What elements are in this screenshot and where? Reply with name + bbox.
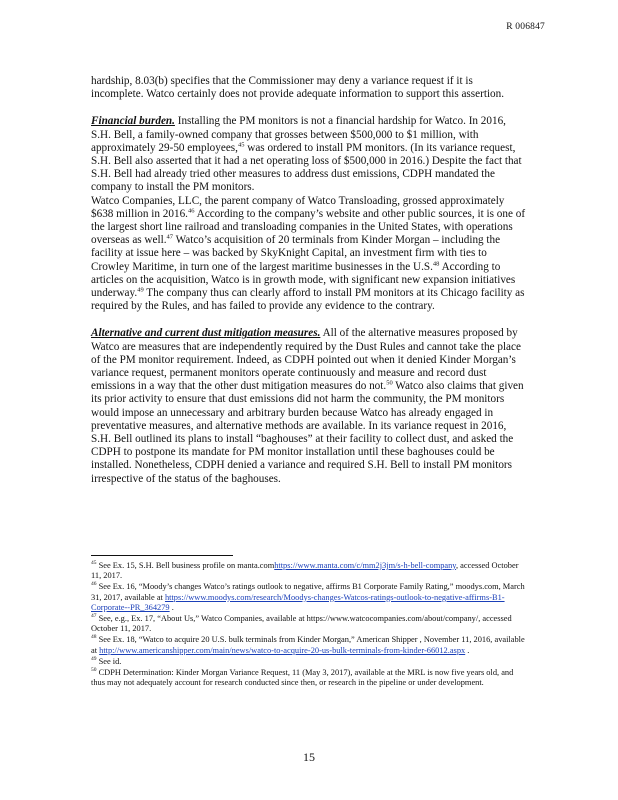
footnote-divider [91,555,233,556]
footnote-ref-48[interactable]: 48 [432,259,440,267]
document-body [91,75,527,486]
footnotes [91,561,527,689]
footnote-number: 48 [91,634,97,641]
text-run: Watco’s acquisition of 20 terminals from Kinder Morgan – including the facility at issue here – was backed by SkyKnight Capital, an investment firm with ties to Crowley Maritime, in turn one of the largest maritime businesses in the U.S. [91,234,501,273]
page-number: 15 [303,750,315,764]
paragraph-hardship: hardship, 8.03(b) specifies that the Commissioner may deny a variance request if it is incomplete. Watco certainly does not provide adequate information to support this assertion. [91,75,505,101]
heading-alternative-measures: Alternative and current dust mitigation measures. [91,327,321,340]
footnote-ref-49[interactable]: 49 [137,286,144,294]
text-run: According to articles on the acquisition, Watco is in growth mode, with significant new expansion initiatives underway. [91,260,516,300]
footnote-link[interactable]: https://www.moodys.com/research/Moodys-changes-Watcos-ratings-outlook-to-negative-affirms-B1-Corporate--PR_364279 [91,592,505,613]
footnote-47 [91,614,527,635]
footnote-number: 50 [91,666,97,673]
footnote-46 [91,582,527,613]
footnote-number: 49 [91,655,97,662]
text-run: All of the alternative measures proposed by Watco are measures that are independently required by the Dust Rules and cannot take the place of the PM monitor requirement. Indeed, as CDPH pointed out when it denied Kinder Morgan’s variance request, permanent monitors operate continuously and measure and record dust emissions in a way that the other dust mitigation measures do not. [91,327,521,393]
footnote-text: . [465,645,470,655]
footnote-50 [91,668,527,689]
paragraph-alternative-measures [91,327,527,485]
footnote-49 [91,657,527,667]
footnote-text: See Ex. 16, “Moody’s changes Watco’s ratings outlook to negative, affirms B1 Corporate Family Rating,” moodys.com, March 31, 2017, available at [91,582,525,602]
footnote-text: , accessed October 11, 2017. [91,614,512,634]
footnote-ref-45[interactable]: 45 [237,141,245,149]
text-run: The company thus can clearly afford to install PM monitors at its Chicago facility as required by the Rules, and has failed to provide any evidence to the contrary. [91,287,525,313]
footnote-link[interactable]: http://www.americanshipper.com/main/news/watco-to-acquire-20-us-bulk-terminals-from-kinder-66012.aspx [99,645,466,655]
heading-financial-burden: Financial burden. [91,115,175,128]
footnote-link[interactable]: https://www.watcocompanies.com/about/company/ [306,614,479,624]
footnote-text: See Ex. 18, “Watco to acquire 20 U.S. bulk terminals from Kinder Morgan,” American Shipper , November 11, 2016, available at [91,635,525,655]
text-run: was ordered to install PM monitors. (In its variance request, S.H. Bell also asserted that it had a net operating loss of $500,000 in 2016.) Despite the fact that S.H. Bell had already tried other measures to address dust emissions, CDPH mandated the company to install the PM monitors. [91,141,522,194]
footnote-link[interactable]: https://www.manta.com/c/mm2j3jm/s-h-bell-company [274,561,456,570]
footnote-ref-47[interactable]: 47 [166,233,173,241]
paragraph-financial-burden [91,115,527,194]
footnote-ref-50[interactable]: 50 [386,379,393,387]
paragraph-watco-finances [91,195,527,314]
footnote-text: See, e.g., Ex. 17, “About Us,” Watco Companies, available at [98,614,307,624]
text-run: Watco Companies, LLC, the parent company of Watco Transloading, grossed approximately $638 million in 2016. [91,194,505,220]
text-run: Installing the PM monitors is not a financial hardship for Watco. In 2016, S.H. Bell, a family-owned company that grosses between $500,000 to $1 million, with approximately 29-50 employees, [91,115,506,154]
footnote-ref-46[interactable]: 46 [187,207,195,215]
footnote-number: 47 [91,613,97,620]
text-run: According to the company’s website and other public sources, it is one of the largest short line railroad and transloading companies in the United States, with operations overseas as well. [91,207,526,247]
footnote-text: CDPH Determination: Kinder Morgan Variance Request, 11 (May 3, 2017), available at the MRL is now five years old, and thus may not adequately account for research conducted since then, or research in the pipeline or under development. [91,667,514,687]
footnote-number: 45 [91,560,97,567]
footnote-text: , accessed October 11, 2017. [91,561,519,581]
footnote-text: See id. [98,656,122,666]
text-run: Watco also claims that given its prior activity to ensure that dust emissions did not harm the community, the PM monitors would impose an unnecessary and arbitrary burden because Watco has already engaged in preventative measures, and alternative methods are available. In its variance request in 2016, S.H. Bell outlined its plans to install “baghouses” at their facility to collect dust, and asked the CDPH to postpone its mandate for PM monitor installation until these baghouses could be installed. Nonetheless, CDPH denied a variance and required S.H. Bell to install PM monitors irrespective of the status of the baghouses. [91,380,524,485]
footnote-45 [91,561,527,582]
footnote-text: See Ex. 15, S.H. Bell business profile on manta.com [98,561,275,570]
footnote-text: . [169,603,174,613]
bates-number: R 006847 [506,22,545,32]
footnote-48 [91,635,527,656]
footnote-number: 46 [91,581,97,588]
